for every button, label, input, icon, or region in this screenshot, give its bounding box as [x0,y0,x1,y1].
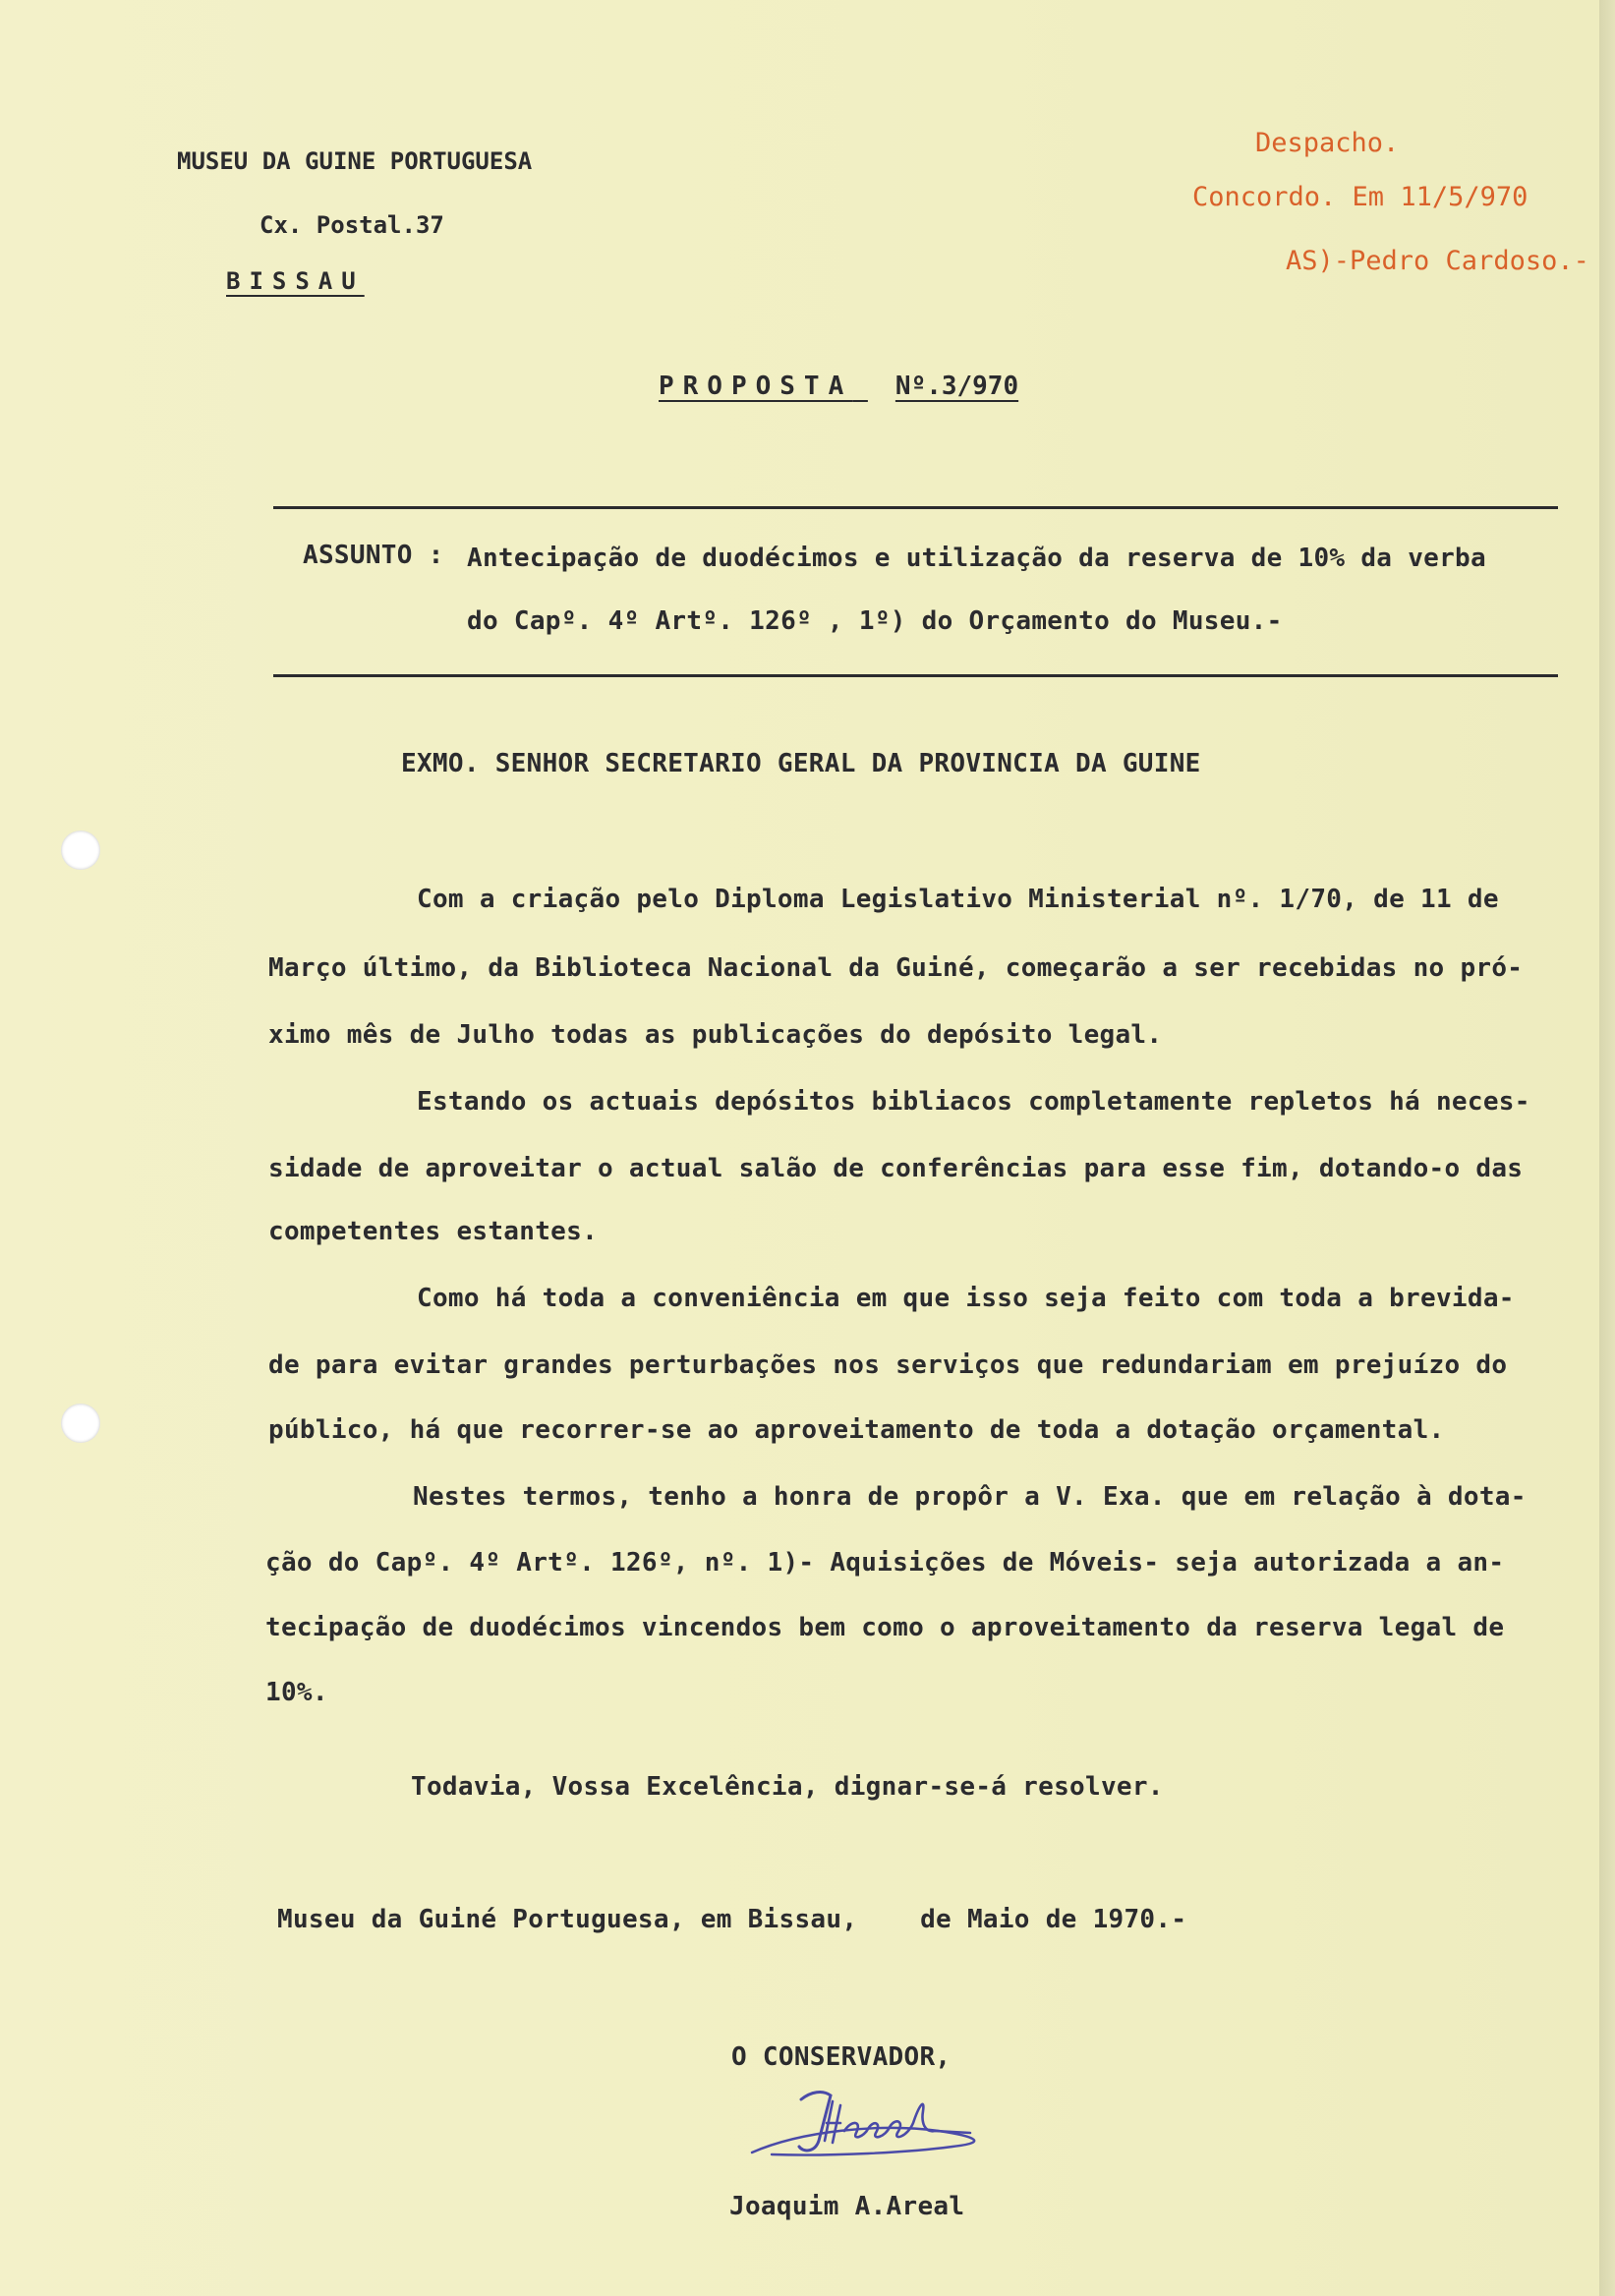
paragraph-1-line-2: Março último, da Biblioteca Nacional da Guiné, começarão a ser recebidas no pró- [268,953,1524,983]
paragraph-3-line-2: de para evitar grandes perturbações nos serviços que redundariam em prejuízo do [268,1350,1508,1380]
assunto-line-2: do Capº. 4º Artº. 126º , 1º) do Orçamento do Museu.- [467,606,1283,636]
place-date: Museu da Guiné Portuguesa, em Bissau, de Maio de 1970.- [277,1905,1187,1934]
paragraph-1-line-1: Com a criação pelo Diploma Legislativo Ministerial nº. 1/70, de 11 de [417,885,1499,914]
handwritten-signature [742,2062,1017,2170]
punch-hole [61,831,100,870]
paragraph-3-line-3: público, há que recorrer-se ao aproveitamento de toda a dotação orçamental. [268,1415,1445,1445]
rule-top [273,506,1558,509]
assunto-label: ASSUNTO : [303,541,444,570]
paragraph-2-line-1: Estando os actuais depósitos bibliacos completamente repletos há neces- [417,1087,1530,1117]
punch-hole [61,1404,100,1443]
paragraph-4-line-2: ção do Capº. 4º Artº. 126º, nº. 1)- Aquisições de Móveis- seja autorizada a an- [265,1548,1505,1578]
paragraph-4-line-1: Nestes termos, tenho a honra de propôr a V. Exa. que em relação à dota- [413,1482,1527,1512]
proposta-label: PROPOSTA [659,372,853,401]
proposta-title [659,372,1018,401]
despacho-signed: AS)-Pedro Cardoso.- [1286,246,1589,276]
paragraph-2-line-3: competentes estantes. [268,1217,599,1246]
paragraph-2-line-2: sidade de aproveitar o actual salão de conferências para esse fim, dotando-o das [268,1154,1524,1183]
addressee: EXMO. SENHOR SECRETARIO GERAL DA PROVINCIA DA GUINE [401,749,1201,778]
postal-address: Cx. Postal.37 [260,211,444,239]
proposta-number: Nº.3/970 [894,372,1019,401]
rule-bottom [273,674,1558,677]
despacho-decision: Concordo. Em 11/5/970 [1192,182,1528,212]
institution-name: MUSEU DA GUINE PORTUGUESA [177,147,533,175]
paragraph-4-line-4: 10%. [265,1678,328,1707]
city-name: BISSAU [226,267,365,295]
closing-line: Todavia, Vossa Excelência, dignar-se-á resolver. [411,1772,1164,1802]
signatory-name: Joaquim A.Areal [729,2192,965,2221]
paragraph-4-line-3: tecipação de duodécimos vincendos bem como o aproveitamento da reserva legal de [265,1613,1505,1642]
assunto-line-1: Antecipação de duodécimos e utilização da reserva de 10% da verba [467,544,1486,573]
signature-role: O CONSERVADOR, [731,2042,952,2072]
paragraph-3-line-1: Como há toda a conveniência em que isso seja feito com toda a brevida- [417,1284,1515,1313]
despacho-title: Despacho. [1255,128,1400,158]
page-edge [1599,0,1615,2296]
paragraph-1-line-3: ximo mês de Julho todas as publicações do depósito legal. [268,1020,1163,1050]
